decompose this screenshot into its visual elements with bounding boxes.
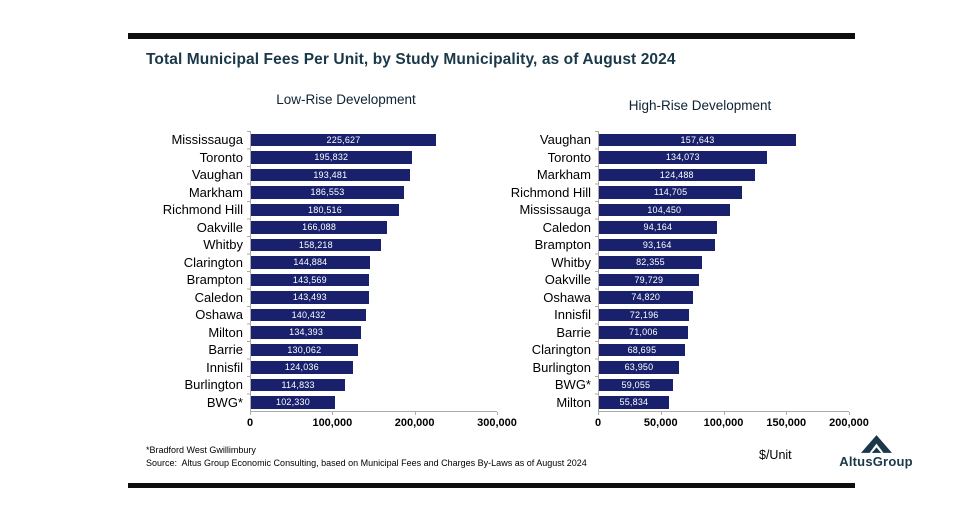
- x-tick-label: 100,000: [312, 417, 353, 429]
- bar-row: [599, 271, 849, 289]
- category-label: Markham: [536, 167, 591, 182]
- x-tick-mark: [786, 412, 787, 415]
- bar-value-label: 124,488: [659, 169, 694, 180]
- x-axis: [594, 412, 869, 436]
- bar: [599, 396, 669, 409]
- bar-row: [251, 149, 497, 167]
- unit-axis-label: $/Unit: [759, 448, 792, 462]
- chart-title: High-Rise Development: [628, 98, 772, 113]
- bar-row: [251, 341, 497, 359]
- bar: [251, 361, 353, 374]
- bar-value-label: 59,055: [621, 379, 651, 390]
- bar-value-label: 186,553: [310, 187, 345, 198]
- bar: [251, 186, 404, 199]
- plot-area: [250, 131, 497, 412]
- bar: [251, 309, 366, 322]
- bar-value-label: 82,355: [636, 257, 665, 268]
- bar-value-label: 180,516: [308, 204, 342, 215]
- x-tick-mark: [849, 412, 850, 415]
- category-label: Milton: [208, 324, 243, 340]
- category-label: Vaughan: [191, 167, 243, 182]
- x-tick-label: 300,000: [477, 417, 517, 429]
- high-rise-chart: [494, 92, 869, 436]
- x-tick-label: 200,000: [394, 417, 435, 429]
- bottom-rule: [128, 483, 855, 488]
- bar-row: [599, 306, 849, 324]
- bar: [599, 221, 717, 234]
- bar: [251, 274, 369, 287]
- bar: [251, 204, 399, 217]
- bar-row: [251, 271, 497, 289]
- x-tick-mark: [661, 412, 662, 415]
- x-axis: [246, 412, 517, 436]
- bar-row: [599, 166, 849, 184]
- bar: [251, 169, 410, 182]
- bar-value-label: 193,481: [313, 169, 348, 180]
- bar-row: [251, 166, 497, 184]
- bar: [251, 239, 381, 252]
- category-label: Clarington: [183, 254, 243, 270]
- x-tick-label: 0: [246, 417, 254, 429]
- category-label: Brampton: [534, 237, 591, 252]
- plot-area: [598, 131, 849, 412]
- bar-row: [251, 201, 497, 219]
- bar-value-label: 134,393: [289, 327, 324, 338]
- bar-value-label: 143,493: [292, 292, 327, 303]
- bar-value-label: 130,062: [287, 344, 322, 355]
- plot-column: [246, 131, 517, 436]
- bar: [251, 291, 369, 304]
- bar-row: [599, 131, 849, 149]
- bar-value-label: 71,006: [629, 327, 658, 338]
- bar-value-label: 72,196: [629, 309, 659, 320]
- category-labels: [146, 131, 250, 436]
- category-labels: [494, 131, 598, 436]
- bar: [599, 186, 742, 199]
- category-label: Caledon: [194, 289, 243, 305]
- category-label: Brampton: [186, 272, 243, 287]
- category-label: Clarington: [531, 342, 591, 357]
- x-tick-mark: [724, 412, 725, 415]
- x-tick-mark: [332, 412, 333, 415]
- bar: [599, 134, 796, 147]
- footnotes: [146, 444, 587, 469]
- category-label: Mississauga: [171, 132, 243, 147]
- bar: [599, 291, 693, 304]
- bar-row: [251, 376, 497, 394]
- x-tick-label: 100,000: [703, 417, 744, 429]
- footnote-text: *Bradford West Gwillimbury: [146, 445, 256, 455]
- category-label: Oshawa: [195, 307, 243, 322]
- bar-value-label: 104,450: [647, 204, 682, 215]
- bar: [599, 239, 715, 252]
- bar-row: [599, 324, 849, 342]
- bar-row: [599, 219, 849, 237]
- bar-row: [599, 359, 849, 377]
- plot-column: [594, 131, 869, 436]
- bar-value-label: 68,695: [627, 344, 657, 355]
- bar: [251, 396, 335, 409]
- bar: [599, 361, 679, 374]
- category-label: Barrie: [208, 342, 243, 357]
- category-label: Milton: [556, 394, 591, 410]
- category-label: Oshawa: [543, 289, 591, 305]
- category-label: Markham: [188, 184, 243, 200]
- bar-row: [251, 131, 497, 149]
- bar-value-label: 158,218: [298, 239, 333, 250]
- bar-value-label: 94,164: [643, 222, 673, 233]
- bar: [251, 344, 358, 357]
- chart-body: [146, 131, 517, 436]
- bar-value-label: 114,705: [654, 187, 688, 198]
- bar: [599, 379, 673, 392]
- bar: [251, 134, 436, 147]
- chart-body: [494, 131, 869, 436]
- category-label: Innisfil: [206, 359, 243, 375]
- bar-value-label: 195,832: [314, 152, 349, 163]
- low-rise-chart: [146, 92, 517, 436]
- bar-row: [251, 254, 497, 272]
- bar-row: [599, 201, 849, 219]
- bar-row: [599, 184, 849, 202]
- bar-value-label: 225,627: [326, 134, 361, 145]
- bar: [599, 344, 685, 357]
- bar-row: [251, 306, 497, 324]
- bar: [599, 274, 699, 287]
- source-text: Source: Altus Group Economic Consulting, based on Municipal Fees and Charges By-Laws as of August 2024: [146, 457, 587, 468]
- bar: [599, 204, 730, 217]
- category-label: Whitby: [551, 254, 591, 270]
- category-label: Burlington: [532, 359, 591, 375]
- category-label: Innisfil: [554, 307, 591, 322]
- category-label: Mississauga: [519, 202, 591, 217]
- category-label: BWG*: [554, 377, 591, 392]
- x-tick-label: 200,000: [829, 417, 869, 429]
- bar-row: [599, 289, 849, 307]
- bar-row: [251, 184, 497, 202]
- bar-row: [251, 289, 497, 307]
- category-label: Burlington: [184, 377, 243, 392]
- bar-value-label: 74,820: [631, 292, 661, 303]
- x-tick-label: 0: [594, 417, 602, 429]
- category-label: Caledon: [542, 219, 591, 235]
- bar-row: [599, 254, 849, 272]
- logo-text: AltusGroup: [839, 454, 913, 469]
- bar-row: [599, 376, 849, 394]
- bar: [599, 309, 689, 322]
- category-label: Toronto: [547, 149, 591, 165]
- bar-value-label: 93,164: [642, 239, 672, 250]
- category-label: Vaughan: [539, 132, 591, 147]
- bar-row: [599, 394, 849, 412]
- bar-value-label: 140,432: [291, 309, 326, 320]
- x-tick-label: 150,000: [766, 417, 807, 429]
- bar-value-label: 124,036: [284, 362, 319, 373]
- top-rule: [128, 33, 855, 39]
- category-label: Oakville: [196, 219, 243, 235]
- bar: [251, 151, 412, 164]
- bar-row: [251, 219, 497, 237]
- bar-row: [251, 394, 497, 412]
- bar-value-label: 134,073: [665, 152, 700, 163]
- x-tick-mark: [415, 412, 416, 415]
- category-label: Whitby: [203, 237, 243, 252]
- bar: [251, 256, 370, 269]
- bar-row: [599, 236, 849, 254]
- category-label: Richmond Hill: [162, 202, 243, 217]
- bar: [251, 326, 361, 339]
- altus-group-logo: [834, 435, 918, 469]
- bar-value-label: 102,330: [275, 397, 310, 408]
- x-tick-mark: [250, 412, 251, 415]
- bar-value-label: 157,643: [680, 134, 715, 145]
- bar: [599, 169, 755, 182]
- category-label: Toronto: [199, 149, 243, 165]
- bar-row: [251, 324, 497, 342]
- bar-value-label: 114,833: [281, 379, 315, 390]
- bar-value-label: 144,884: [293, 257, 328, 268]
- bar-value-label: 79,729: [634, 274, 664, 285]
- x-tick-label: 50,000: [643, 417, 678, 429]
- bar: [599, 326, 688, 339]
- bar-value-label: 166,088: [302, 222, 337, 233]
- bar-value-label: 55,834: [619, 397, 649, 408]
- page-title: Total Municipal Fees Per Unit, by Study Municipality, as of August 2024: [146, 51, 676, 68]
- category-label: Richmond Hill: [510, 184, 591, 200]
- x-tick-mark: [598, 412, 599, 415]
- chart-title: Low-Rise Development: [276, 92, 416, 107]
- bar-row: [599, 149, 849, 167]
- altus-pyramid-icon: [861, 435, 892, 453]
- bar-value-label: 63,950: [624, 362, 654, 373]
- category-label: Barrie: [556, 324, 591, 340]
- category-label: BWG*: [206, 394, 243, 410]
- bar: [251, 379, 345, 392]
- bar-row: [251, 236, 497, 254]
- bar: [599, 256, 702, 269]
- bar-row: [599, 341, 849, 359]
- bar: [251, 221, 387, 234]
- bar: [599, 151, 767, 164]
- bar-value-label: 143,569: [292, 274, 327, 285]
- category-label: Oakville: [544, 272, 591, 287]
- bar-row: [251, 359, 497, 377]
